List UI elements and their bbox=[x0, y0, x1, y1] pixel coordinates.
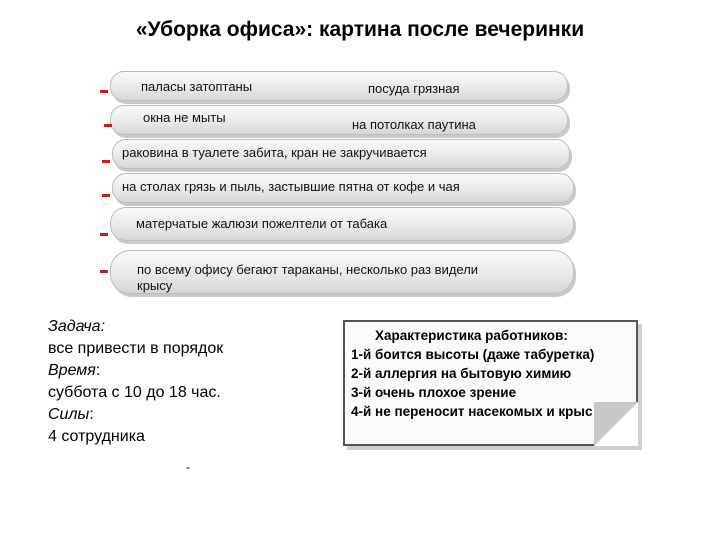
problem-text: паласы затоптаны bbox=[141, 79, 253, 94]
forces-label: Силы bbox=[48, 406, 90, 423]
problem-text: на столах грязь и пыль, застывшие пятна от кофе и чая bbox=[122, 179, 460, 194]
worker-line: 1-й боится высоты (даже табуретка) bbox=[351, 347, 595, 362]
bullet-dash bbox=[100, 233, 108, 236]
bullet-dash bbox=[100, 270, 108, 273]
page-fold-corner bbox=[594, 402, 638, 446]
colon: : bbox=[89, 406, 94, 423]
workers-heading: Характеристика работников: bbox=[375, 328, 568, 343]
worker-line: 2-й аллергия на бытовую химию bbox=[351, 366, 572, 381]
stray-mark: - bbox=[186, 460, 190, 474]
problem-text: посуда грязная bbox=[368, 81, 460, 96]
task-block bbox=[48, 316, 223, 448]
time-value: суббота с 10 до 18 час. bbox=[48, 384, 221, 401]
time-label: Время bbox=[48, 362, 96, 379]
problem-text: на потолках паутина bbox=[352, 117, 476, 132]
task-label: Задача: bbox=[48, 318, 106, 335]
worker-line: 3-й очень плохое зрение bbox=[351, 385, 517, 400]
bullet-dash bbox=[102, 160, 110, 163]
bullet-dash bbox=[102, 194, 110, 197]
problem-text: матерчатые жалюзи пожелтели от табака bbox=[136, 216, 388, 231]
colon: : bbox=[95, 362, 101, 379]
problem-text: по всему офису бегают тараканы, несколько раз видели bbox=[137, 262, 479, 277]
problem-text: раковина в туалете забита, кран не закручивается bbox=[122, 145, 427, 160]
worker-line: 4-й не переносит насекомых и крыс bbox=[351, 404, 593, 419]
problem-text: крысу bbox=[137, 278, 173, 293]
task-value: все привести в порядок bbox=[48, 340, 224, 357]
forces-value: 4 сотрудника bbox=[48, 428, 145, 445]
bullet-dash bbox=[100, 90, 108, 93]
workers-note bbox=[343, 320, 638, 446]
page-title: «Уборка офиса»: картина после вечеринки bbox=[135, 18, 585, 41]
problem-text: окна не мыты bbox=[143, 110, 226, 125]
bullet-dash bbox=[104, 124, 112, 127]
